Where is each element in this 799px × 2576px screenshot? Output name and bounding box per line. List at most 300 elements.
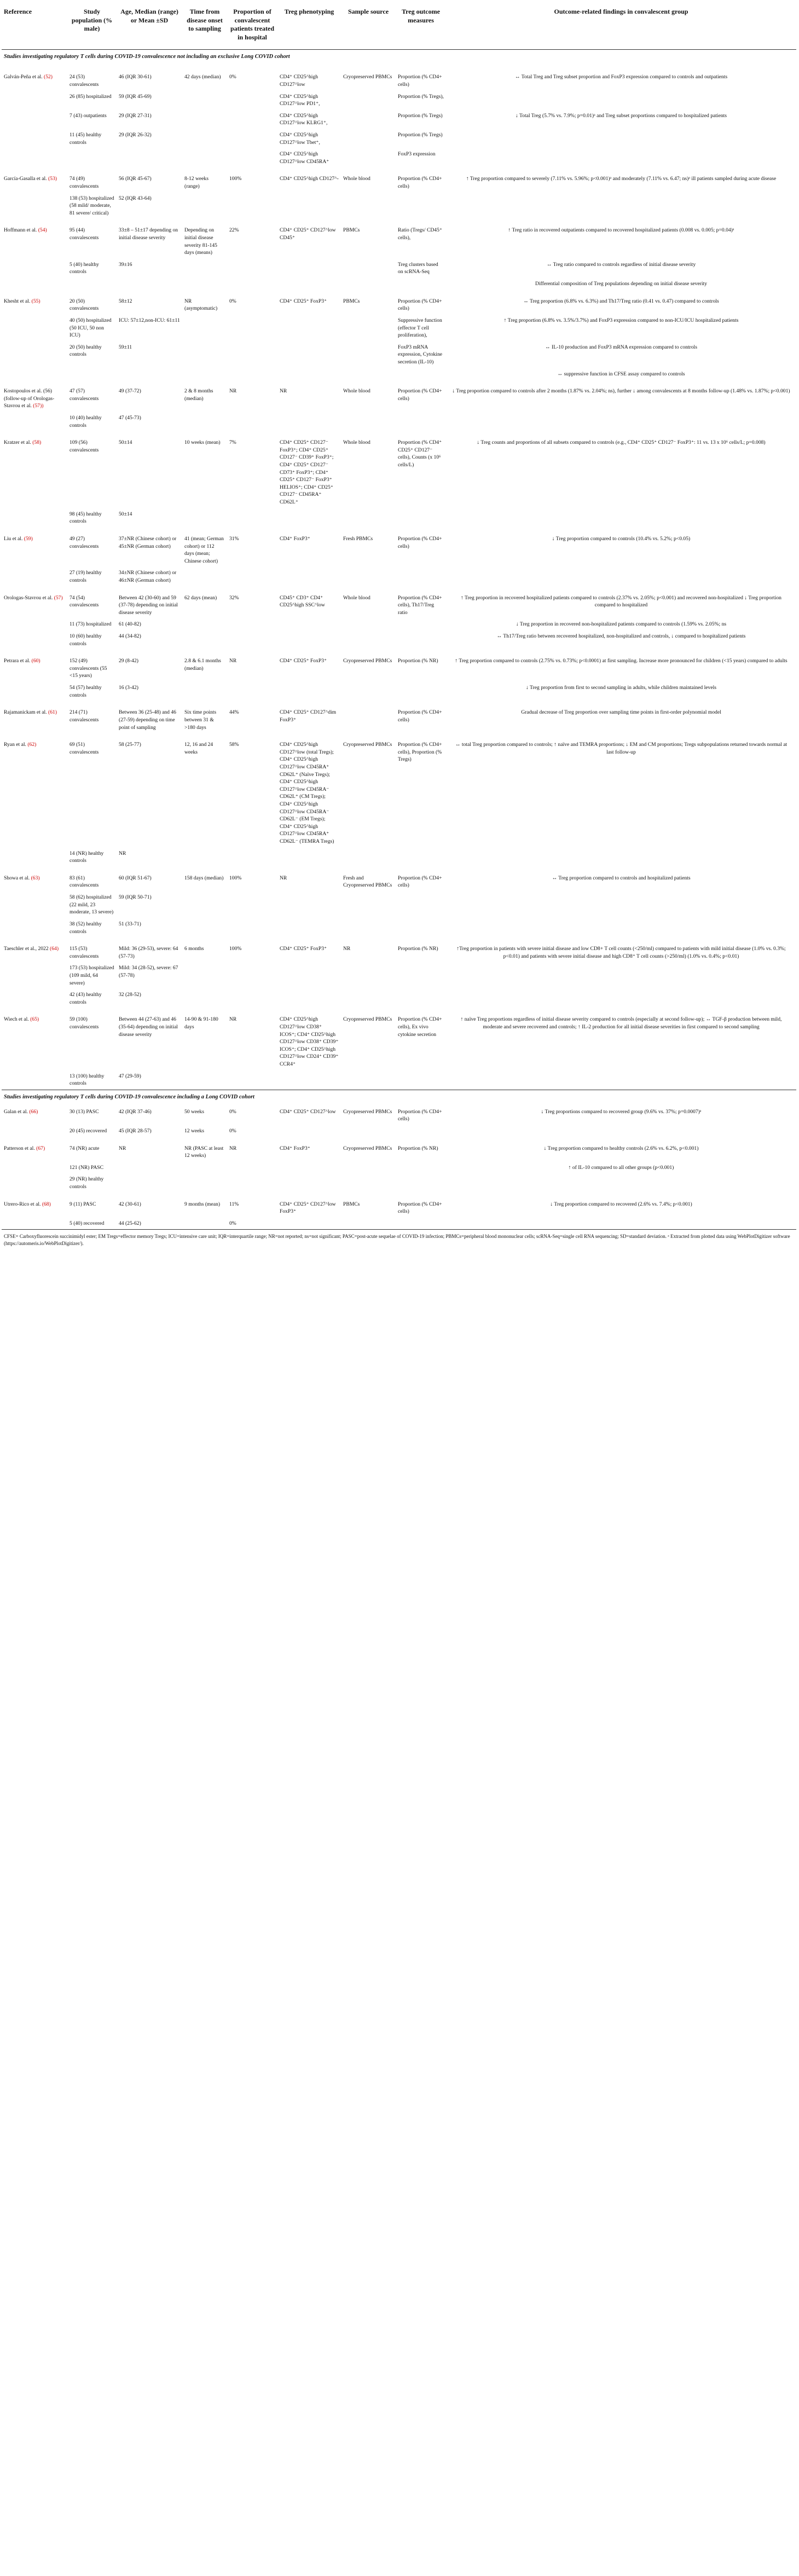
table-row (2, 508, 796, 528)
prop-cell: 100% (229, 946, 242, 952)
time-cell: NR (asymptomatic) (184, 298, 218, 312)
sample-cell (341, 567, 396, 586)
meas-cell (396, 412, 446, 431)
find-cell: ↑ Treg ratio in recovered outpatients compared to recovered hospitalized patients (0.008 vs. 0.005; p=0.04)ᵃ (508, 227, 734, 234)
age-cell: Between 36 (25-48) and 46 (27-59) depending on time point of sampling (119, 709, 176, 731)
find-cell: ↓ Treg proportion compared to recovered (2.6% vs. 7.4%; p<0.001) (550, 1201, 692, 1207)
meas-cell (396, 278, 446, 290)
meas-cell (396, 618, 446, 630)
reference-number-link[interactable]: (63) (31, 875, 40, 881)
pheno-cell (277, 368, 341, 380)
reference-cell (2, 129, 67, 148)
prop-cell (227, 508, 277, 528)
time-cell (182, 91, 227, 110)
find-cell: ↑ Treg proportion in recovered hospitalized patients compared to controls (2.37% vs. 2.05%; p<0.001) and recovered non-hospitalized ↓ Treg proportion compared to hospitalized (461, 594, 781, 609)
reference-cell (2, 508, 67, 528)
find-cell (446, 567, 796, 586)
meas-cell: Proportion (% CD4+ cells), Th17/Treg ratio (398, 594, 442, 616)
pop-cell: 13 (100) healthy controls (70, 1073, 105, 1087)
find-cell (446, 989, 796, 1008)
prop-cell (227, 341, 277, 368)
age-cell: 46 (IQR 30-61) (119, 74, 152, 80)
find-cell (446, 1125, 796, 1137)
time-cell (182, 315, 227, 341)
table-body (2, 50, 796, 1230)
table-row (2, 848, 796, 867)
age-cell: 37±NR (Chinese cohort) or 45±NR (German cohort) (119, 535, 177, 549)
find-cell (446, 892, 796, 918)
sample-cell (341, 701, 396, 733)
reference-authors: Galván-Peña et al. (4, 74, 43, 80)
pheno-cell: CD4⁺ CD25^high CD127^low (total Tregs); CD4⁺ CD25^high CD127^low CD45RA⁺ CD62L⁺ (Naïve Tregs); CD4⁺ CD25^high CD127^low CD45RA⁻ CD62L⁺ (CM Tregs); CD4⁺ CD25^high CD127^low CD45RA⁻ CD62L⁻ (EM Tregs); CD4⁺ CD25^high CD127^low CD45RA⁺ CD62L⁻ (TEMRA Tregs) (280, 742, 334, 845)
prop-cell: 0% (229, 1108, 236, 1115)
table-row (2, 867, 796, 892)
find-cell: ↔ total Treg proportion compared to controls; ↑ naïve and TEMRA proportions; ↓ EM and CM proportions; Tregs subpopulations returned towards normal at last follow-up (455, 742, 788, 755)
pop-cell: 74 (NR) acute (70, 1145, 100, 1151)
pop-cell: 115 (53) convalescents (70, 946, 99, 959)
find-cell (446, 1173, 796, 1193)
sample-cell: PBMCs (343, 227, 360, 234)
sample-cell (341, 1125, 396, 1137)
prop-cell (227, 110, 277, 129)
find-cell: ↑ Treg proportion compared to severely (7.11% vs. 5.96%; p<0.001)ᵃ and moderately (7.11% vs. 6.47; ns)ᵃ ill patients sampled during acute disease (466, 176, 777, 182)
pheno-cell: NR (280, 875, 287, 881)
age-cell: 56 (IQR 45-67) (119, 176, 152, 182)
table-row (2, 587, 796, 619)
table-row (2, 1070, 796, 1090)
find-cell (446, 848, 796, 867)
sample-cell (341, 1173, 396, 1193)
pheno-cell: CD4⁺ CD25^high CD127^low PD1⁺, (280, 93, 320, 107)
pop-cell: 98 (45) healthy controls (70, 511, 102, 525)
age-cell: 34±NR (Chinese cohort) or 46±NR (German cohort) (119, 570, 177, 583)
pop-cell: 30 (13) PASC (70, 1108, 99, 1115)
pop-cell: 95 (44) convalescents (70, 227, 99, 241)
table-row (2, 380, 796, 412)
prop-cell (227, 918, 277, 937)
reference-authors: Liu et al. (4, 535, 23, 542)
age-cell: 47 (45-73) (119, 415, 141, 421)
pop-cell: 20 (50) convalescents (70, 298, 99, 312)
meas-cell (396, 1125, 446, 1137)
pheno-cell (277, 259, 341, 278)
find-cell: ↓ Treg proportion in recovered non-hospitalized patients compared to controls (1.59% vs. 2.05%; ns (516, 621, 727, 628)
treg-studies-table (2, 8, 796, 1249)
find-cell: ↑ naïve Treg proportions regardless of initial disease severity compared to controls (especially at second follow-up); ↔ TGF-β production between mild, moderate and severe recovered and controls; ↑ IL-2 production for all initial disease severities in first compared to second sampling (460, 1016, 782, 1030)
meas-cell: Proportion (% Tregs) (398, 112, 443, 119)
prop-cell (227, 892, 277, 918)
sample-cell (341, 618, 396, 630)
reference-number-link[interactable]: (67) (36, 1145, 45, 1151)
age-cell: 49 (37-72) (119, 388, 141, 395)
find-cell: ↓ Treg proportions compared to recovered group (9.6% vs. 37%; p=0.0007)ᵃ (541, 1108, 702, 1115)
meas-cell (396, 918, 446, 937)
time-cell (182, 918, 227, 937)
age-cell: Mild: 34 (28-52), severe: 67 (57-78) (119, 965, 178, 979)
meas-cell: Proportion (% CD4+ cells) (398, 74, 442, 88)
sample-cell (341, 259, 396, 278)
reference-number-link[interactable]: (66) (29, 1108, 38, 1115)
pop-cell: 42 (43) healthy controls (70, 992, 102, 1005)
find-cell: ↔ IL-10 production and FoxP3 mRNA expression compared to controls (545, 344, 697, 350)
meas-cell: FoxP3 expression (398, 151, 436, 158)
meas-cell: Proportion (% CD4+ cells), Proportion (% Tregs) (398, 742, 442, 763)
sample-cell (341, 110, 396, 129)
table-row (2, 167, 796, 192)
meas-cell (396, 962, 446, 989)
sample-cell: Whole blood (343, 594, 370, 601)
sample-cell: Cryopreserved PBMCs (343, 658, 392, 664)
meas-cell (396, 193, 446, 219)
section-heading: Studies investigating regulatory T cells during COVID-19 convalescence including a Long COVID cohort (2, 1090, 796, 1105)
prop-cell (227, 630, 277, 650)
reference-number-link[interactable]: (53) (48, 176, 57, 182)
find-cell (446, 1070, 796, 1090)
age-cell (117, 148, 182, 167)
pop-cell: 54 (57) healthy controls (70, 685, 102, 698)
prop-cell: 44% (229, 709, 239, 716)
pheno-cell (277, 1173, 341, 1193)
pop-cell: 20 (45) recovered (70, 1128, 107, 1134)
age-cell: 42 (30-61) (119, 1201, 141, 1207)
reference-number-link[interactable]: (58) (32, 439, 42, 446)
pop-cell (67, 368, 117, 380)
column-header: Time from disease onset to sampling (182, 8, 227, 50)
reference-number-link[interactable]: (65) (30, 1016, 39, 1023)
age-cell: Between 44 (27-63) and 46 (35-64) depending on initial disease severity (119, 1016, 178, 1038)
meas-cell: Suppressive function (effector T cell proliferation), (398, 317, 442, 339)
prop-cell (227, 962, 277, 989)
reference-number-link[interactable]: (62) (27, 742, 37, 748)
time-cell (182, 508, 227, 528)
find-cell (446, 129, 796, 148)
meas-cell (396, 1173, 446, 1193)
sample-cell (341, 630, 396, 650)
reference-cell (2, 412, 67, 431)
time-cell: NR (PASC at least 12 weeks) (184, 1145, 224, 1159)
find-cell (446, 508, 796, 528)
reference-authors: García-Gasalla et al. (4, 176, 47, 182)
reference-cell (2, 962, 67, 989)
reference-number-link[interactable]: (57)) (33, 403, 44, 409)
find-cell: Gradual decrease of Treg proportion over sampling time points in first-order polynomial model (521, 709, 721, 716)
time-cell: 42 days (median) (184, 74, 221, 80)
pop-cell: 7 (43) outpatients (70, 112, 107, 119)
time-cell (182, 341, 227, 368)
table-row (2, 701, 796, 733)
reference-number-link[interactable]: (68) (42, 1201, 51, 1207)
reference-number-link[interactable]: (55) (31, 298, 40, 304)
meas-cell: Proportion (% CD4+ cells) (398, 1108, 442, 1122)
pheno-cell: CD4⁺ CD25^high CD127^low KLRG1⁺, (280, 112, 328, 126)
pheno-cell (277, 567, 341, 586)
table-row (2, 962, 796, 989)
pheno-cell: CD4⁺ FoxP3⁺ (280, 535, 310, 542)
find-cell: ↔ Th17/Treg ratio between recovered hospitalized, non-hospitalized and controls, ↓ compared to hospitalized patients (496, 633, 746, 640)
reference-cell (2, 892, 67, 918)
table-row (2, 892, 796, 918)
reference-number-link[interactable]: (57) (54, 594, 63, 601)
sample-cell: Whole blood (343, 439, 370, 446)
time-cell (182, 1162, 227, 1174)
pheno-cell: CD4⁺ CD25⁺ CD127^dim FoxP3⁺ (280, 709, 337, 723)
pop-cell: 47 (57) convalescents (70, 388, 99, 402)
sample-cell (341, 341, 396, 368)
sample-cell (341, 1218, 396, 1230)
reference-cell (2, 91, 67, 110)
prop-cell: 22% (229, 227, 239, 234)
age-cell: Mild: 36 (29-53), severe: 64 (57-73) (119, 946, 178, 959)
pheno-cell: CD4⁺ CD25⁺ CD127^low FoxP3⁺ (280, 1201, 336, 1215)
sample-cell: Fresh and Cryopreserved PBMCs (343, 875, 392, 889)
time-cell: 10 weeks (mean) (184, 439, 221, 446)
table-row (2, 148, 796, 167)
pheno-cell (277, 315, 341, 341)
sample-cell: Cryopreserved PBMCs (343, 1108, 392, 1115)
pop-cell: 58 (62) hospitalized (22 mild, 23 moderate, 13 severe) (70, 894, 114, 916)
reference-cell (2, 1125, 67, 1137)
reference-cell (2, 1162, 67, 1174)
table-row (2, 1125, 796, 1137)
pop-cell: 109 (56) convalescents (70, 439, 99, 453)
reference-cell (2, 1106, 67, 1125)
time-cell: 6 months (184, 946, 204, 952)
reference-cell (2, 528, 67, 567)
time-cell: Depending on initial disease severity 81-145 days (means) (184, 227, 217, 256)
table-row (2, 1008, 796, 1070)
prop-cell: 31% (229, 535, 239, 542)
table-header (2, 8, 796, 50)
meas-cell: Proportion (% CD4+ cells), Ex vivo cytokine secretion (398, 1016, 442, 1038)
age-cell: 61 (40-82) (119, 621, 141, 628)
find-cell: ↔ Treg proportion (6.8% vs. 6.3%) and Th17/Treg ratio (0.41 vs. 0.47) compared to controls (523, 298, 719, 304)
pheno-cell (277, 618, 341, 630)
find-cell: ↑ Treg proportion (6.8% vs. 3.5%/3.7%) and FoxP3 expression compared to non-ICU/ICU hospitalized patients (503, 317, 739, 323)
sample-cell (341, 682, 396, 701)
prop-cell (227, 129, 277, 148)
pheno-cell: CD4⁺ CD25⁺ FoxP3⁺ (280, 658, 327, 664)
pheno-cell: CD4⁺ CD25⁺ CD127^low (280, 1108, 336, 1115)
table-row (2, 1193, 796, 1218)
column-header: Reference (2, 8, 67, 50)
find-cell: ↓ Total Treg (5.7% vs. 7.9%; p=0.01)ᵃ and Treg subset proportions compared to hospitalized patients (515, 112, 727, 119)
reference-cell (2, 380, 67, 412)
reference-cell (2, 219, 67, 258)
pheno-cell (277, 1070, 341, 1090)
time-cell (182, 848, 227, 867)
reference-number-link[interactable]: (52) (44, 74, 53, 80)
age-cell: NR (119, 850, 126, 856)
table-row (2, 91, 796, 110)
sample-cell (341, 412, 396, 431)
time-cell: 50 weeks (184, 1108, 204, 1115)
pop-cell: 26 (85) hospitalized (70, 93, 112, 100)
reference-number-link[interactable]: (60) (31, 658, 40, 664)
time-cell (182, 630, 227, 650)
pheno-cell (277, 989, 341, 1008)
reference-number-link[interactable]: (61) (48, 709, 57, 716)
reference-number-link[interactable]: (54) (38, 227, 47, 234)
find-cell: ↔ Treg ratio compared to controls regardless of initial disease severity (546, 261, 696, 268)
sample-cell: Cryopreserved PBMCs (343, 742, 392, 748)
find-cell: ↔ Total Treg and Treg subset proportion and FoxP3 expression compared to controls and outpatients (514, 74, 728, 80)
pop-cell: 49 (27) convalescents (70, 535, 99, 549)
age-cell: 45 (IQR 28-57) (119, 1128, 152, 1134)
prop-cell (227, 278, 277, 290)
pop-cell: 14 (NR) healthy controls (70, 850, 104, 864)
age-cell (117, 278, 182, 290)
time-cell (182, 129, 227, 148)
table-row (2, 129, 796, 148)
meas-cell (396, 1162, 446, 1174)
age-cell: 29 (IQR 27-31) (119, 112, 152, 119)
pheno-cell (277, 848, 341, 867)
meas-cell: Proportion (% CD4+ cells) (398, 1201, 442, 1215)
column-header: Age, Median (range) or Mean ±SD (117, 8, 182, 50)
reference-cell (2, 148, 67, 167)
pheno-cell: CD4⁺ CD25⁺ CD127⁻ FoxP3⁺; CD4⁺ CD25⁺ CD127⁻ CD39⁺ FoxP3⁺; CD4⁺ CD25⁺ CD127⁻ CD73⁺ FoxP3⁺; CD4⁺ CD25⁺ CD127⁻ FoxP3⁺ HELIOS⁺; CD4⁺ CD25⁺ CD127⁻ CD45RA⁺ CD62L⁺ (280, 439, 334, 506)
table-row (2, 1173, 796, 1193)
pop-cell: 5 (40) recovered (70, 1220, 105, 1226)
reference-cell (2, 733, 67, 848)
table-row (2, 290, 796, 315)
prop-cell: 11% (229, 1201, 239, 1207)
age-cell: 32 (28-52) (119, 992, 141, 998)
prop-cell: 100% (229, 875, 242, 881)
time-cell (182, 412, 227, 431)
meas-cell (396, 1218, 446, 1230)
pop-cell (67, 148, 117, 167)
reference-cell (2, 1193, 67, 1218)
pop-cell: 10 (60) healthy controls (70, 633, 102, 647)
age-cell: 58±12 (119, 298, 132, 304)
find-cell: ↓ Treg proportion from first to second sampling in adults, while children maintained levels (526, 685, 716, 691)
sample-cell (341, 148, 396, 167)
time-cell: 158 days (median) (184, 875, 224, 881)
find-cell (446, 962, 796, 989)
prop-cell (227, 848, 277, 867)
pop-cell: 40 (50) hospitalized (50 ICU, 50 non ICU) (70, 317, 112, 339)
table-row (2, 650, 796, 682)
reference-authors: Patterson et al. (4, 1145, 35, 1151)
find-cell: ↓ Treg proportion compared to healthy controls (2.6% vs. 6.2%, p<0.001) (543, 1145, 699, 1151)
meas-cell (396, 989, 446, 1008)
prop-cell: 0% (229, 1128, 236, 1134)
table-row (2, 193, 796, 219)
pheno-cell: CD4⁺ CD25⁺ FoxP3⁺ (280, 298, 327, 304)
meas-cell (396, 1070, 446, 1090)
prop-cell: NR (229, 1016, 237, 1023)
sample-cell (341, 989, 396, 1008)
time-cell: 14-90 & 91-180 days (184, 1016, 218, 1030)
reference-number-link[interactable]: (59) (24, 535, 33, 542)
find-cell: ↑ Treg proportion compared to controls (2.75% vs. 0.73%; p<0.0001) at first sampling. Increase more pronounced for children (<15 years) compared to adults (455, 658, 788, 664)
reference-authors: Showa et al. (4, 875, 30, 881)
pheno-cell: CD4⁺ CD25⁺ CD127^low CD45⁺ (280, 227, 336, 241)
reference-cell (2, 848, 67, 867)
meas-cell (396, 682, 446, 701)
pheno-cell (277, 1162, 341, 1174)
pheno-cell (277, 412, 341, 431)
reference-authors: Kostopoulos et al. (56) (follow-up of Orologas-Stavrou et al. (4, 388, 55, 409)
reference-cell (2, 341, 67, 368)
prop-cell (227, 1070, 277, 1090)
sample-cell: Cryopreserved PBMCs (343, 1145, 392, 1151)
reference-cell (2, 315, 67, 341)
age-cell: 44 (34-82) (119, 633, 141, 640)
table-row (2, 259, 796, 278)
reference-authors: Petrara et al. (4, 658, 31, 664)
age-cell: 29 (8-42) (119, 658, 138, 664)
reference-cell (2, 1218, 67, 1230)
age-cell: 50±14 (119, 439, 132, 446)
reference-cell (2, 630, 67, 650)
prop-cell: 0% (229, 1220, 236, 1226)
meas-cell (396, 630, 446, 650)
time-cell: 41 (mean; German cohort) or 112 days (mean; Chinese cohort) (184, 535, 224, 564)
reference-authors: Taeschler et al., 2022 (4, 946, 49, 952)
prop-cell (227, 682, 277, 701)
sample-cell (341, 91, 396, 110)
prop-cell (227, 193, 277, 219)
table-row (2, 66, 796, 90)
reference-authors: Orologas-Stavrou et al. (4, 594, 53, 601)
reference-cell (2, 368, 67, 380)
table-row (2, 733, 796, 848)
reference-cell (2, 937, 67, 962)
table-row (2, 1218, 796, 1230)
prop-cell: NR (229, 388, 237, 395)
age-cell: 59 (IQR 50-71) (119, 894, 152, 901)
sample-cell (341, 1162, 396, 1174)
pop-cell: 38 (52) healthy controls (70, 921, 102, 935)
find-cell: Differential composition of Treg populations depending on initial disease severity (535, 281, 707, 287)
find-cell (446, 412, 796, 431)
sample-cell (341, 508, 396, 528)
reference-cell (2, 701, 67, 733)
pheno-cell: CD45⁺ CD3⁺ CD4⁺ CD25^high SSC^low (280, 594, 325, 609)
age-cell (117, 1162, 182, 1174)
reference-cell (2, 193, 67, 219)
age-cell: 16 (3-42) (119, 685, 138, 691)
age-cell: 51 (33-71) (119, 921, 141, 927)
meas-cell: Proportion (% NR) (398, 658, 438, 664)
table-row (2, 219, 796, 258)
reference-number-link[interactable]: (64) (50, 946, 59, 952)
table-row (2, 918, 796, 937)
sample-cell: Whole blood (343, 388, 370, 395)
pheno-cell (277, 962, 341, 989)
pop-cell: 20 (50) healthy controls (70, 344, 102, 358)
reference-cell (2, 290, 67, 315)
time-cell (182, 278, 227, 290)
pheno-cell: NR (280, 388, 287, 395)
age-cell: ICU: 57±12,non-ICU: 61±11 (119, 317, 180, 323)
table-row (2, 630, 796, 650)
pheno-cell (277, 278, 341, 290)
pheno-cell: CD4⁺ FoxP3⁺ (280, 1145, 310, 1151)
sample-cell (341, 962, 396, 989)
meas-cell: Proportion (% CD4+ cells) (398, 298, 442, 312)
reference-authors: Ryan et al. (4, 742, 26, 748)
pheno-cell (277, 892, 341, 918)
pop-cell: 10 (40) healthy controls (70, 415, 102, 429)
table-row (2, 528, 796, 567)
pheno-cell: CD4⁺ CD25⁺ FoxP3⁺ (280, 946, 327, 952)
time-cell (182, 193, 227, 219)
pheno-cell (277, 630, 341, 650)
reference-authors: Rajamanickam et al. (4, 709, 47, 716)
